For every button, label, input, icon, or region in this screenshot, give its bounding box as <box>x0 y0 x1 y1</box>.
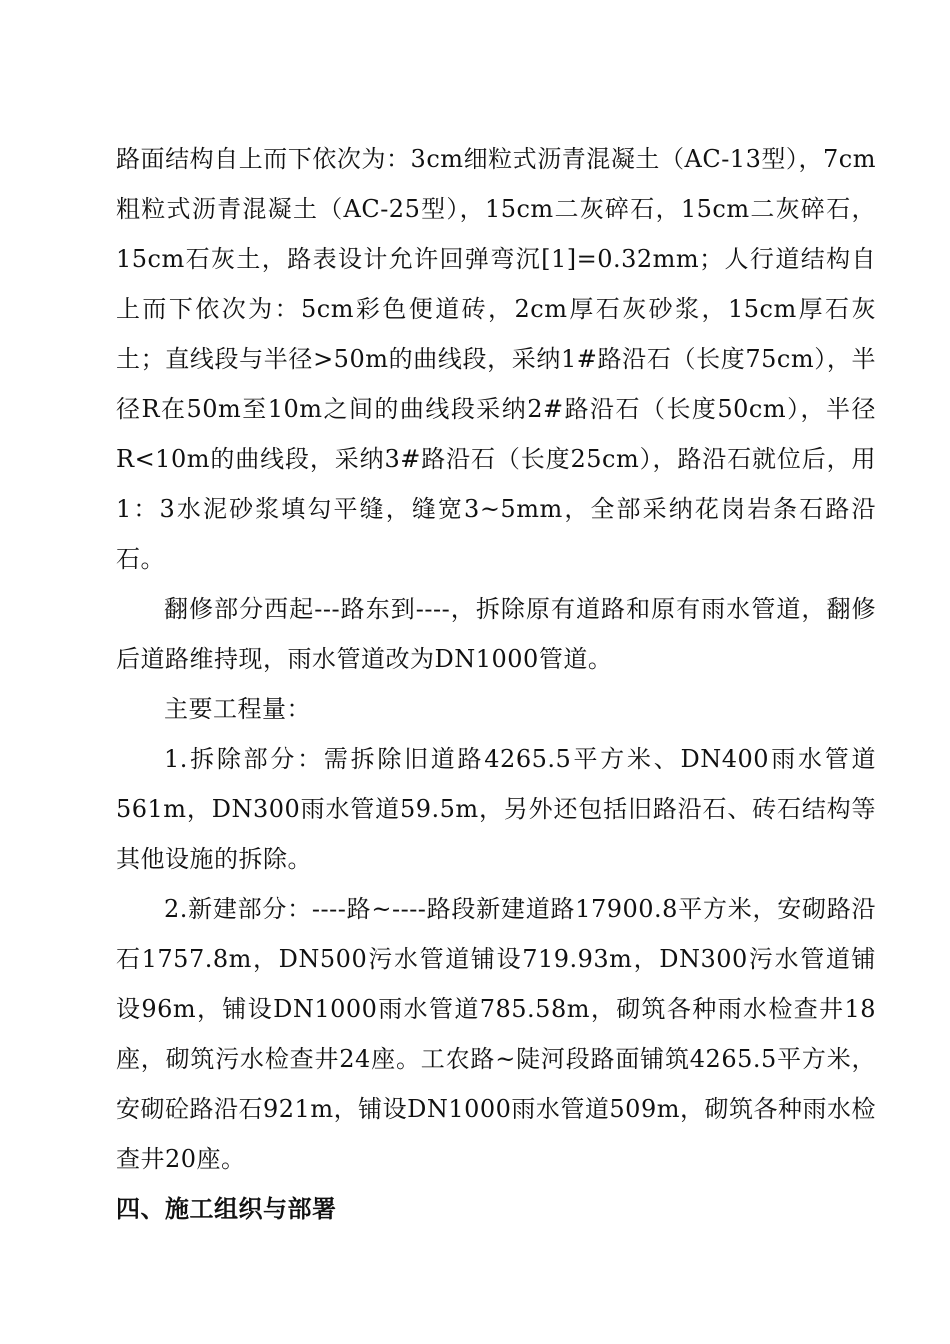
document-body <box>116 134 876 1234</box>
paragraph-new-construction: 2.新建部分：----路~----路段新建道路17900.8平方米，安砌路沿石1757.8m，DN500污水管道铺设719.93m，DN300污水管道铺设96m，铺设DN1000雨水管道785.58m，砌筑各种雨水检查井18座，砌筑污水检查井24座。工农路~陡河段路面铺筑4265.5平方米，安砌砼路沿石921m，铺设DN1000雨水管道509m，砌筑各种雨水检查井20座。 <box>116 895 876 1173</box>
section-heading: 四、施工组织与部署 <box>116 1195 337 1223</box>
paragraph-road-structure: 路面结构自上而下依次为：3cm细粒式沥青混凝土（AC-13型），7cm粗粒式沥青混凝土（AC-25型），15cm二灰碎石，15cm二灰碎石，15cm石灰土，路表设计允许回弹弯沉[1]=0.32mm；人行道结构自上而下依次为：5cm彩色便道砖，2cm厚石灰砂浆，15cm厚石灰土；直线段与半径>50m的曲线段，采纳1#路沿石（长度75cm），半径R在50m至10m之间的曲线段采纳2#路沿石（长度50cm），半径R<10m的曲线段，采纳3#路沿石（长度25cm），路沿石就位后，用1：3水泥砂浆填勾平缝，缝宽3~5mm，全部采纳花岗岩条石路沿石。 <box>116 145 876 573</box>
paragraph-quantities-label: 主要工程量： <box>164 695 311 723</box>
paragraph-renovation: 翻修部分西起---路东到----，拆除原有道路和原有雨水管道，翻修后道路维持现，雨水管道改为DN1000管道。 <box>116 595 876 673</box>
paragraph-demolition: 1.拆除部分：需拆除旧道路4265.5平方米、DN400雨水管道561m，DN300雨水管道59.5m，另外还包括旧路沿石、砖石结构等其他设施的拆除。 <box>116 745 876 873</box>
